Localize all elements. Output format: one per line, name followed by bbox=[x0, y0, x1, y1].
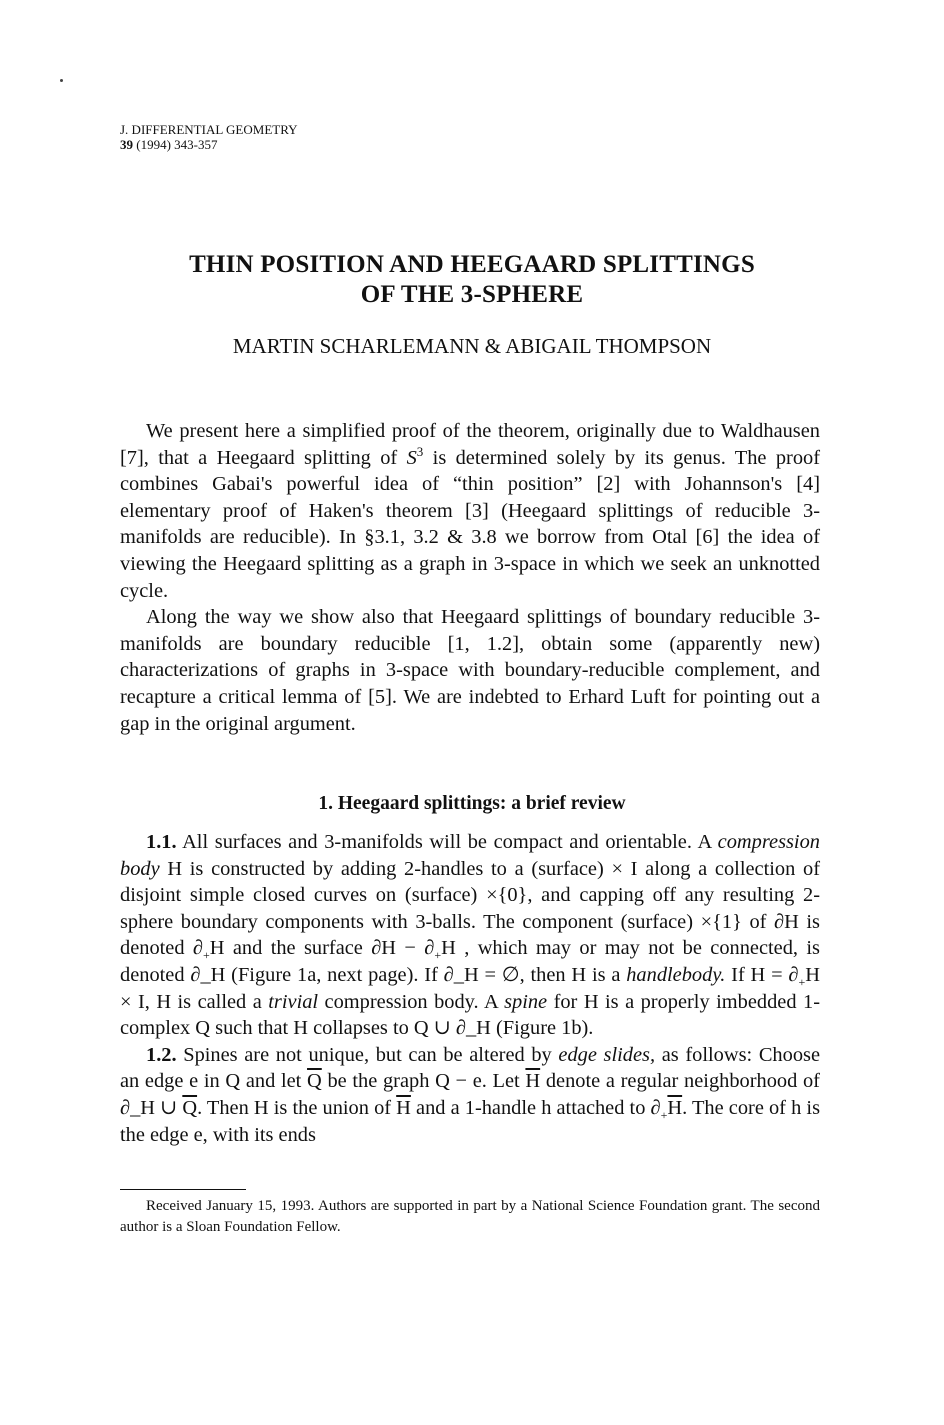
journal-name: J. DIFFERENTIAL GEOMETRY bbox=[120, 122, 298, 137]
journal-year-pages: (1994) 343-357 bbox=[136, 137, 218, 152]
scan-speck bbox=[60, 79, 63, 82]
text-run: be the graph Q − e. Let bbox=[321, 1070, 526, 1093]
paragraph-number: 1.1. bbox=[146, 831, 177, 853]
abstract-paragraph-2: Along the way we show also that Heegaard splittings of boundary reducible 3-manifolds are boundary reducible [1, 1.2], obtain some (apparently new) characterizations of graphs in 3-space with boundary-reducible complement, and recapture a critical lemma of [5]. We are indebted to Erhard Luft for pointing out a gap in the original argument. bbox=[120, 606, 820, 735]
abstract bbox=[120, 418, 820, 737]
text-run: All surfaces and 3-manifolds will be compact and orientable. A bbox=[176, 831, 718, 853]
subscript: + bbox=[798, 975, 806, 990]
paragraph-1-2 bbox=[120, 1042, 820, 1148]
subscript: + bbox=[660, 1108, 668, 1123]
text-run: If H = ∂ bbox=[725, 963, 799, 986]
overlined-symbol: $\overline{H}$ bbox=[667, 1096, 683, 1119]
abstract-text: We present here a simplified proof of the theorem, originally due to Waldhausen [7], that a Heegaard splitting of bbox=[120, 420, 820, 469]
subscript: + bbox=[434, 948, 442, 963]
text-run: for H is a properly imbedded 1-complex Q such that H collapses to Q ∪ ∂_H (Figure 1b). bbox=[120, 990, 820, 1040]
footnote: Received January 15, 1993. Authors are supported in part by a National Science Foundation grant. The second author is a Sloan Foundation Fellow. bbox=[120, 1198, 820, 1235]
section-heading: 1. Heegaard splittings: a brief review bbox=[318, 793, 626, 814]
abstract-paragraph-1 bbox=[120, 418, 820, 604]
overlined-symbol: $\overline{H}$ bbox=[396, 1096, 411, 1119]
title-line-1: THIN POSITION AND HEEGAARD SPLITTINGS bbox=[189, 251, 755, 278]
text-run: . Then H is the union of bbox=[197, 1096, 397, 1119]
footnote-rule bbox=[120, 1189, 246, 1190]
text-run: H × I, H is called a bbox=[120, 963, 820, 1013]
paragraph-1-1 bbox=[120, 829, 820, 1042]
text-run: compression body. A bbox=[318, 990, 505, 1013]
emphasis: handlebody. bbox=[626, 963, 726, 986]
overlined-symbol: $\overline{Q}$ bbox=[307, 1070, 322, 1093]
math-superscript: 3 bbox=[416, 443, 424, 459]
journal-header bbox=[120, 122, 298, 152]
math-symbol: S bbox=[406, 446, 417, 469]
text-run: H and the surface ∂H − ∂ bbox=[209, 937, 435, 960]
subscript: + bbox=[203, 948, 210, 963]
text-run: Spines are not unique, but can be altered by bbox=[176, 1043, 559, 1066]
overlined-symbol: $\overline{H}$ bbox=[525, 1070, 541, 1093]
paper-title bbox=[0, 250, 944, 310]
title-line-2: OF THE 3-SPHERE bbox=[360, 281, 584, 308]
text-run: and a 1-handle h attached to ∂ bbox=[410, 1096, 661, 1119]
paragraph-number: 1.2. bbox=[146, 1043, 177, 1066]
emphasis: edge slides, bbox=[558, 1043, 656, 1066]
emphasis: compression body bbox=[120, 831, 820, 880]
text-run: denote a regular neighborhood of ∂_H ∪ bbox=[120, 1070, 820, 1119]
text-run: . The core of h is the edge e, with its ends bbox=[120, 1096, 821, 1146]
text-run: H , which may or may not be connected, is denoted ∂_H (Figure 1a, next page). If ∂_H = ∅, then H is a bbox=[120, 937, 820, 986]
authors: MARTIN SCHARLEMANN & ABIGAIL THOMPSON bbox=[232, 334, 712, 358]
section-body bbox=[120, 829, 820, 1148]
journal-volume-line bbox=[120, 137, 298, 152]
journal-volume: 39 bbox=[120, 137, 133, 152]
text-run: H is constructed by adding 2-handles to a (surface) × I along a collection of disjoint simple closed curves on (surface) ×{0}, and capping off any resulting 2-sphere boundary components with 3-balls. The component (surface) ×{1} of ∂H is denoted ∂ bbox=[120, 857, 820, 960]
overlined-symbol: $\overline{Q}$ bbox=[182, 1096, 198, 1119]
text-run: as follows: Choose an edge e in Q and let bbox=[120, 1043, 820, 1093]
abstract-text: is determined solely by its genus. The proof combines Gabai's powerful idea of “thin position” [2] with Johannson's [4] elementary proof of Haken's theorem [3] (Heegaard splittings of reducible 3-manifolds are reducible). In §3.1, 3.2 & 3.8 we borrow from Otal [6] the idea of viewing the Heegaard splitting as a graph in 3-space in which we seek an unknotted cycle. bbox=[120, 446, 820, 602]
emphasis: trivial bbox=[268, 990, 319, 1013]
emphasis: spine bbox=[504, 990, 548, 1013]
